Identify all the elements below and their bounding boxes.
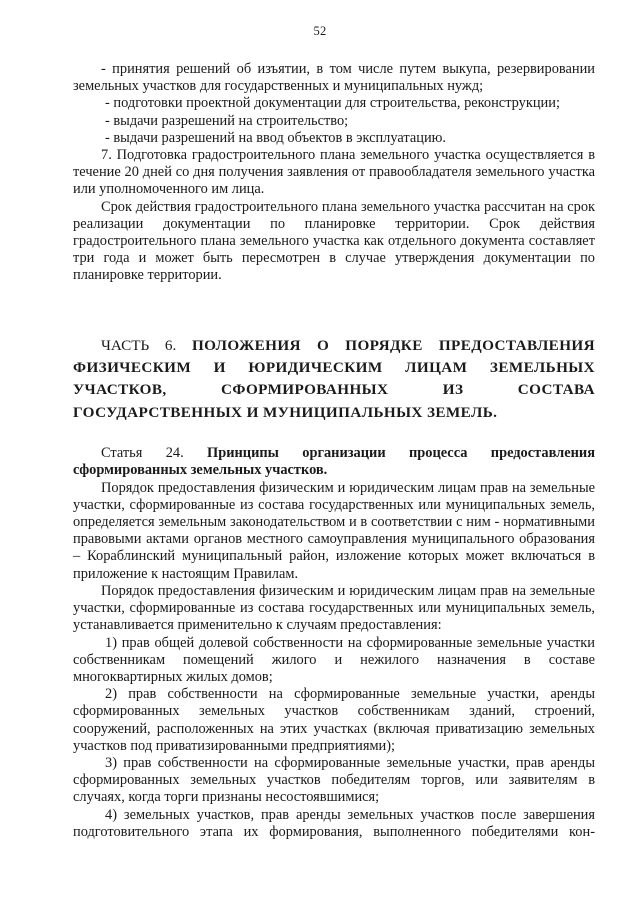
article-title: Принципы организации процесса предоставления сформированных земельных участков. <box>73 445 595 479</box>
paragraph: - принятия решений об изъятии, в том числе путем выкупа, резервировании земельных участков для государственных и муниципальных нужд; <box>73 61 595 95</box>
list-item: 1) прав общей долевой собственности на сформированные земельные участки собственникам помещений жилого и нежилого назначения в составе многоквартирных жилых домов; <box>73 634 595 685</box>
list-item: 3) прав собственности на сформированные земельные участки, прав аренды сформированных земельных участков победителям торгов, или заявителям в случаях, когда торги признаны несостоявшимися; <box>73 754 595 806</box>
paragraph: Срок действия градостроительного плана земельного участка рассчитан на срок реализации документации по планировке территории. Срок действия градостроительного плана земельного участка как отдельного документа составляет три года и может быть пересмотрен в случае утверждения документации по планировке территории. <box>73 198 595 284</box>
article-heading <box>73 445 595 479</box>
spacer <box>73 424 595 445</box>
paragraph: - выдачи разрешений на ввод объектов в эксплуатацию. <box>105 129 446 146</box>
paragraph: Порядок предоставления физическим и юридическим лицам прав на земельные участки, сформированные из состава государственных или муниципальных земель, устанавливается применительно к случаям предоставления: <box>73 582 595 634</box>
part-prefix: ЧАСТЬ 6. <box>101 336 177 354</box>
paragraph: - подготовки проектной документации для строительства, реконструкции; <box>105 95 560 112</box>
document-body <box>73 61 595 841</box>
spacer <box>73 285 595 335</box>
list-item: 2) прав собственности на сформированные земельные участки, аренды сформированных земельных участков собственникам зданий, строений, сооружений, расположенных на этих участках (включая приватизацию земельных участков под приватизированными предприятиями); <box>73 686 595 754</box>
paragraph: 7. Подготовка градостроительного плана земельного участка осуществляется в течение 20 дней со дня получения заявления от правообладателя земельного участка или уполномоченного им лица. <box>73 147 595 198</box>
list-item: 4) земельных участков, прав аренды земельных участков после завершения подготовительного этапа их формирования, выполненного победителями кон- <box>73 806 595 840</box>
paragraph: Порядок предоставления физическим и юридическим лицам прав на земельные участки, сформированные из состава государственных или муниципальных земель, определяется земельным законодательством и в соответствии с ним - нормативными правовыми актами органов местного самоуправления муниципального образования – Кораблинский муниципальный район, изложение которых может включаться в приложение к настоящим Правилам. <box>73 479 595 582</box>
part-title: ПОЛОЖЕНИЯ О ПОРЯДКЕ ПРЕДОСТАВЛЕНИЯ ФИЗИЧЕСКИМ И ЮРИДИЧЕСКИМ ЛИЦАМ ЗЕМЕЛЬНЫХ УЧАСТКОВ, СФОРМИРОВАННЫХ ИЗ СОСТАВА ГОСУДАРСТВЕННЫХ И МУНИЦИПАЛЬНЫХ ЗЕМЕЛЬ. <box>73 336 595 421</box>
article-prefix: Статья 24. <box>101 445 184 462</box>
paragraph: - выдачи разрешений на строительство; <box>105 112 349 129</box>
page-number: 52 <box>313 24 327 38</box>
part-heading <box>73 335 595 425</box>
